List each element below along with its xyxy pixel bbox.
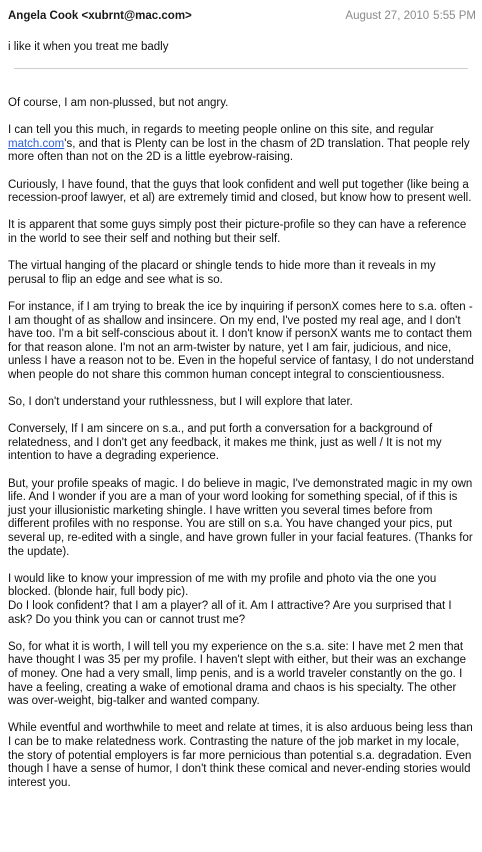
date-text: August 27, 2010 — [345, 10, 430, 22]
paragraph-10-line-a: I would like to know your impression of me with my profile and photo via the one you blocked. (blonde hair, full body pic). — [8, 572, 437, 599]
paragraph-10-line-b: Do I look confident? that I am a player? all of it. Am I attractive? Are you surprised that I ask? Do you think you can or cannot trust me? — [8, 599, 452, 626]
sender[interactable]: Angela Cook <xubrnt@mac.com> — [8, 10, 192, 22]
paragraph-6: For instance, if I am trying to break the ice by inquiring if personX comes here to s.a. often - I am thought of as shallow and insincere. On my end, I've posted my real age, and I don't have too. I'm a bit self-conscious about it. I don't know if personX wants me to contact them for that reason alone. I'm not an arm-twister by nature, yet I am fair, judicious, and nice, unless I have a reason not to be. Even in the hopeful service of fantasy, I do not understand when people do not share this common human concept integral to conscientiousness. — [8, 300, 474, 381]
match-link[interactable]: match.com — [8, 137, 65, 150]
paragraph-10 — [8, 573, 476, 627]
paragraph-8: Conversely, If I am sincere on s.a., and put forth a conversation for a background of relatedness, and I don't get any feedback, it makes me think, just as well / It is not my intention to have a degrading experience. — [8, 423, 442, 463]
paragraph-2 — [8, 124, 476, 165]
paragraph-7: So, I don't understand your ruthlessness, but I will explore that later. — [8, 396, 353, 409]
paragraph-12: While eventful and worthwhile to meet and relate at times, it is also arduous being less than I can be to make relatedness work. Contrasting the nature of the job market in my locale, the story of potential employers is far more pernicious than potential s.a. degradation. Even though I have a sense of humor, I don't think these comical and never-ending stories would interest you. — [8, 722, 473, 789]
paragraph-4: It is apparent that some guys simply post their picture-profile so they can have a reference in the world to see their self and nothing but their self. — [8, 219, 467, 245]
paragraph-3: Curiously, I have found, that the guys that look confident and well put together (like being a recession-proof lawyer, et al) are extremely timid and closed, but know how to present well. — [8, 178, 472, 205]
subject-line: i like it when you treat me badly — [8, 41, 169, 53]
message-header — [0, 0, 482, 26]
message-body — [8, 97, 476, 790]
paragraph-11: So, for what it is worth, I will tell you my experience on the s.a. site: I have met 2 men that have thought I was 35 per my profile. I haven't slept with either, but their was an exchange of money. One had a very small, limp penis, and is a world traveler constantly on the go. I have a feeling, creating a wake of emotional drama and chaos is his specialty. The other was over-weight, big-talker and wanted company. — [8, 640, 466, 708]
paragraph-2-text-b: 's, and that is Plenty can be lost in the chasm of 2D translation. That people rely more often than not on the 2D is a little eyebrow-raising. — [8, 137, 470, 164]
paragraph-1: Of course, I am non-plussed, but not angry. — [8, 97, 229, 109]
paragraph-9: But, your profile speaks of magic. I do believe in magic, I've demonstrated magic in my own life. And I wonder if you are a man of your word looking for something special, of if this is just your illusionistic marketing shingle. I have written you several times before from different profiles with no response. You are still on s.a. You have changed your pics, put several up, re-edited with a single, and have grown fuller in your facial features. (Thanks for the update). — [8, 477, 473, 558]
header-divider — [14, 68, 468, 69]
paragraph-5: The virtual hanging of the placard or shingle tends to hide more than it reveals in my perusal to flip an edge and see what is so. — [8, 260, 436, 286]
time-text: 5:55 PM — [433, 10, 476, 22]
paragraph-2-text-a: I can tell you this much, in regards to meeting people online on this site, and regular — [8, 124, 434, 137]
message-date — [345, 10, 476, 22]
